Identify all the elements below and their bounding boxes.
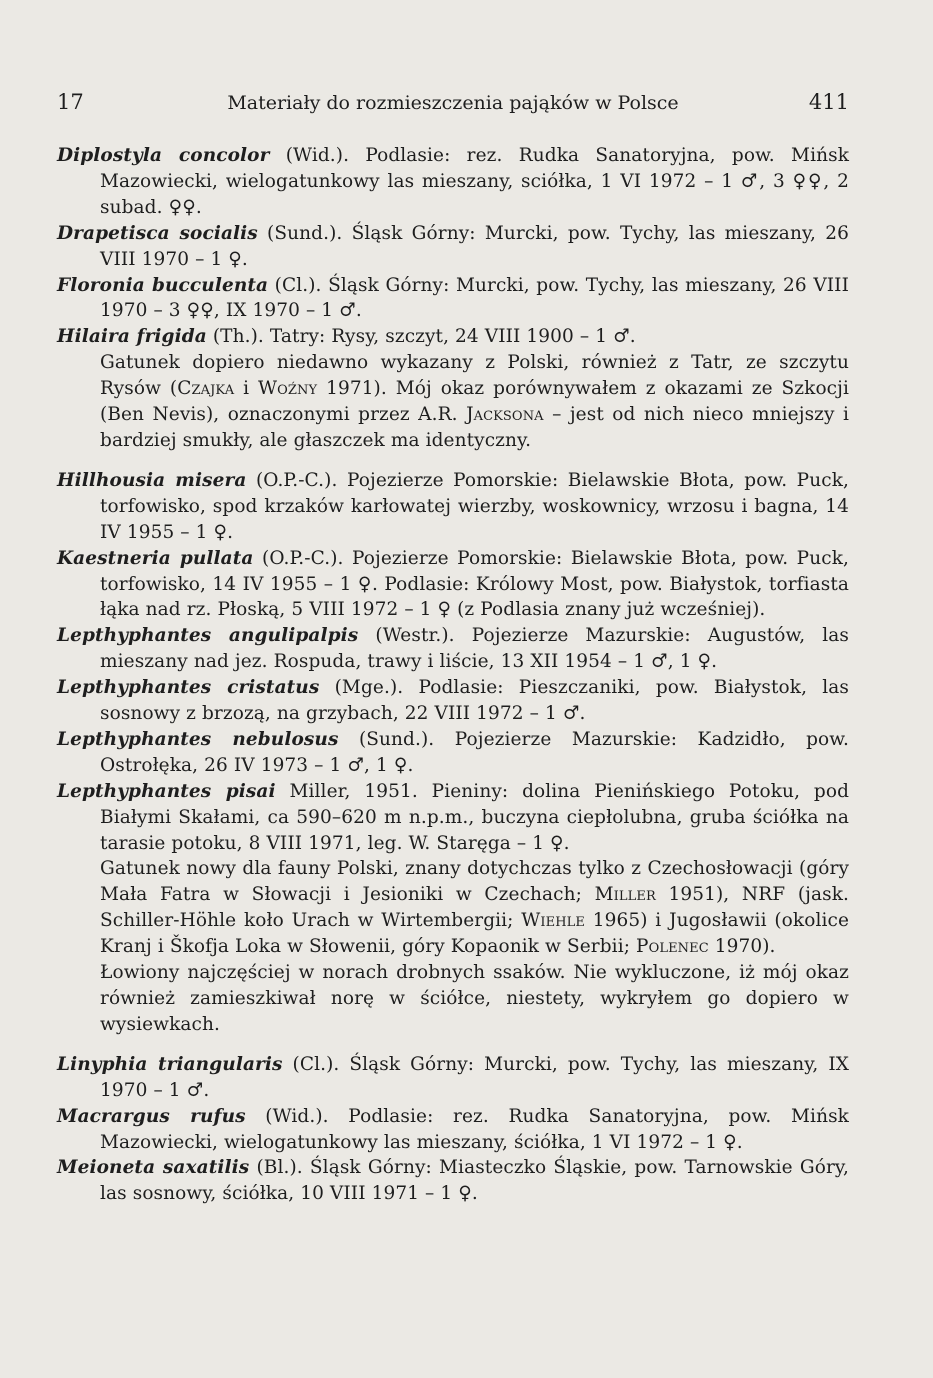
note-text: – jest od nich nieco mniejszy i bardziej smukły, ale głaszczek ma identyczny. xyxy=(100,404,849,451)
record-text: Tatry: Rysy, szczyt, 24 VIII 1900 – 1 ♂. xyxy=(263,326,636,348)
species-name: Hillhousia misera xyxy=(57,469,247,491)
species-entry xyxy=(57,273,849,325)
species-entry xyxy=(57,143,849,221)
species-author: (O.P.-C.). xyxy=(262,547,344,569)
page-number-left: 17 xyxy=(57,90,84,114)
record-text: 1951. Pieniny: dolina Pienińskiego Potoku, pod Białymi Skałami, ca 590–620 m n.p.m., buczyna ciepłolubna, gruba ściółka na tarasie potoku, 8 VIII 1971, leg. W. Staręga – 1 ♀. xyxy=(100,780,850,854)
note-text: i xyxy=(234,378,259,400)
species-name: Linyphia triangularis xyxy=(57,1053,283,1075)
species-author: Miller, xyxy=(289,780,351,802)
cited-author: Jacksona xyxy=(466,404,544,426)
species-author: (Mge.). xyxy=(334,677,404,699)
record-text: Śląsk Górny: Murcki, pow. Tychy, las mieszany, IX 1970 – 1 ♂. xyxy=(100,1053,849,1101)
record-text: Pojezierze Pomorskie: Bielawskie Błota, pow. Puck, torfowisko, 14 IV 1955 – 1 ♀. Podlasie: Królowy Most, pow. Białystok, torfiasta łąka nad rz. Płoską, 5 VIII 1972 – 1 ♀ (z Podlasia znany już wcześniej). xyxy=(100,547,849,621)
note-text: 1970). xyxy=(708,936,776,958)
species-name: Floronia bucculenta xyxy=(57,274,269,296)
record-text: Śląsk Górny: Miasteczko Śląskie, pow. Tarnowskie Góry, las sosnowy, ściółka, 10 VIII 1971 – 1 ♀. xyxy=(100,1157,850,1205)
species-note xyxy=(57,856,849,960)
record-text: Podlasie: rez. Rudka Sanatoryjna, pow. Mińsk Mazowiecki, wielogatunkowy las mieszany, sciółka, 1 VI 1972 – 1 ♂, 3 ♀♀, 2 subad. ♀♀. xyxy=(100,145,850,218)
species-author: (Wid.). xyxy=(265,1105,329,1127)
note-text: Gatunek nowy dla fauny Polski, znany dotychczas tylko z Czechosłowacji (góry Mała Fatra w Słowacji i Jesioniki w Czechach; xyxy=(100,858,849,906)
species-entry xyxy=(57,221,849,273)
record-text: Podlasie: rez. Rudka Sanatoryjna, pow. Mińsk Mazowiecki, wielogatunkowy las mieszany, ściółka, 1 VI 1972 – 1 ♀. xyxy=(100,1105,849,1153)
species-author: (Bl.). xyxy=(256,1157,303,1179)
species-author: (Westr.). xyxy=(375,625,455,647)
species-author: (Sund.). xyxy=(358,728,435,750)
species-entry xyxy=(57,779,849,857)
note-text: 1965) i Jugosławii (okolice Kranj i Škofja Loka w Słowenii, góry Kopaonik w Serbii; xyxy=(100,910,849,958)
cited-author: Wiehle xyxy=(521,910,585,932)
species-name: Drapetisca socialis xyxy=(57,222,258,244)
species-entry xyxy=(57,727,849,779)
note-text: Łowiony najczęściej w norach drobnych ssaków. Nie wykluczone, iż mój okaz również zamieszkiwał norę w ściółce, niestety, wykryłem go dopiero w wysiewkach. xyxy=(100,962,849,1035)
record-text: Śląsk Górny: Murcki, pow. Tychy, las mieszany, 26 VIII 1970 – 3 ♀♀, IX 1970 – 1 ♂. xyxy=(100,274,849,322)
species-note xyxy=(57,350,849,454)
cited-author: Miller xyxy=(594,884,656,906)
record-text: Pojezierze Mazurskie: Augustów, las mieszany nad jez. Rospuda, trawy i liście, 13 XII 1954 – 1 ♂, 1 ♀. xyxy=(100,625,850,673)
species-entry xyxy=(57,324,849,350)
species-author: (Cl.). xyxy=(292,1053,340,1075)
species-name: Diplostyla concolor xyxy=(57,145,270,166)
species-name: Meioneta saxatilis xyxy=(57,1157,250,1179)
species-name: Hilaira frigida xyxy=(57,326,207,348)
species-entry xyxy=(57,623,849,675)
running-title: Materiały do rozmieszczenia pająków w Polsce xyxy=(227,92,679,114)
species-name: Macrargus rufus xyxy=(57,1105,246,1127)
species-entry xyxy=(57,1104,849,1156)
species-author: (Th.). xyxy=(212,326,264,348)
page-number-right: 411 xyxy=(808,90,849,114)
species-entry xyxy=(57,546,849,624)
species-entry xyxy=(57,1155,849,1207)
species-author: (Cl.). xyxy=(274,274,322,296)
note-text: 1971). Mój okaz porównywałem z okazami ze Szkocji (Ben Nevis), oznaczonymi przez A.R. xyxy=(100,378,849,426)
cited-author: Woźny xyxy=(258,378,318,400)
note-text: Gatunek dopiero niedawno wykazany z Polski, również z Tatr, ze szczytu Rysów ( xyxy=(100,352,849,400)
species-name: Lepthyphantes angulipalpis xyxy=(57,625,359,647)
species-name: Kaestneria pullata xyxy=(57,547,254,569)
page-header xyxy=(57,90,849,124)
species-author: (O.P.-C.). xyxy=(255,469,338,491)
species-name: Lepthyphantes cristatus xyxy=(57,677,320,699)
species-name: Lepthyphantes nebulosus xyxy=(57,728,339,750)
cited-author: Czajka xyxy=(177,378,235,400)
species-note xyxy=(57,960,849,1038)
record-text: Pojezierze Pomorskie: Bielawskie Błota, pow. Puck, torfowisko, spod krzaków karłowatej wierzby, woskownicy, wrzosu i bagna, 14 IV 1955 – 1 ♀. xyxy=(100,469,849,543)
species-entry xyxy=(57,468,849,546)
main-text xyxy=(57,143,849,1207)
species-entry xyxy=(57,1052,849,1104)
record-text: Pojezierze Mazurskie: Kadzidło, pow. Ostrołęka, 26 IV 1973 – 1 ♂, 1 ♀. xyxy=(100,728,850,776)
species-entry xyxy=(57,675,849,727)
record-text: Śląsk Górny: Murcki, pow. Tychy, las mieszany, 26 VIII 1970 – 1 ♀. xyxy=(100,222,849,270)
cited-author: Polenec xyxy=(636,936,709,958)
record-text: Podlasie: Pieszczaniki, pow. Białystok, las sosnowy z brzozą, na grzybach, 22 VIII 1972 – 1 ♂. xyxy=(100,677,850,725)
species-author: (Wid.). xyxy=(285,145,350,166)
species-name: Lepthyphantes pisai xyxy=(57,780,276,802)
note-text: 1951), NRF (jask. Schiller-Höhle koło Urach w Wirtembergii; xyxy=(100,884,849,932)
species-author: (Sund.). xyxy=(267,222,343,244)
